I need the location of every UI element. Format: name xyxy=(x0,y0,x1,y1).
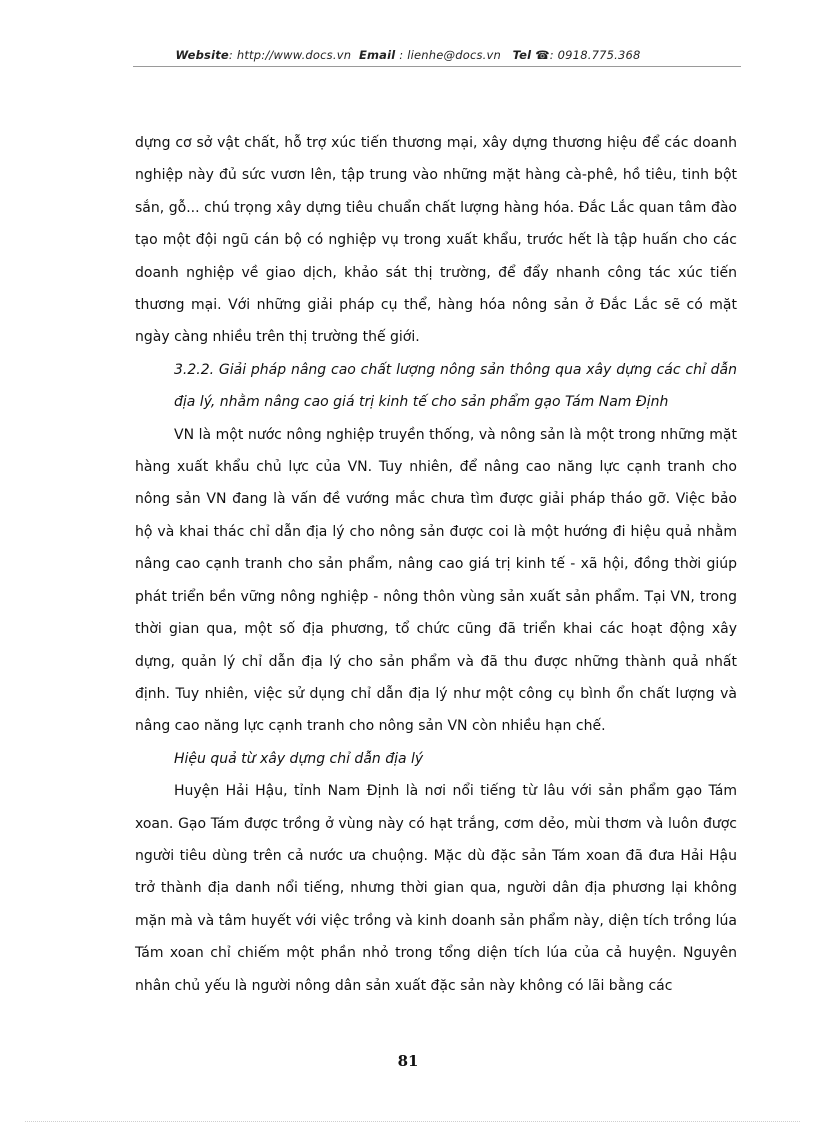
paragraph-1: dựng cơ sở vật chất, hỗ trợ xúc tiến thương mại, xây dựng thương hiệu để các doanh nghiệp này đủ sức vươn lên, tập trung vào những mặt hàng cà-phê, hồ tiêu, tinh bột sắn, gỗ... chú trọng xây dựng tiêu chuẩn chất lượng hàng hóa. Đắc Lắc quan tâm đào tạo một đội ngũ cán bộ có nghiệp vụ trong xuất khẩu, trước hết là tập huấn cho các doanh nghiệp về giao dịch, khảo sát thị trường, để đẩy nhanh công tác xúc tiến thương mại. Với những giải pháp cụ thể, hàng hóa nông sản ở Đắc Lắc sẽ có mặt ngày càng nhiều trên thị trường thế giới. xyxy=(135,135,737,346)
page-number: 81 xyxy=(397,1052,419,1070)
paragraph-2: VN là một nước nông nghiệp truyền thống, và nông sản là một trong những mặt hàng xuất khẩu chủ lực của VN. Tuy nhiên, để nâng cao năng lực cạnh tranh cho nông sản VN đang là vấn đề vướng mắc chưa tìm được giải pháp tháo gỡ. Việc bảo hộ và khai thác chỉ dẫn địa lý cho nông sản được coi là một hướng đi hiệu quả nhằm nâng cao cạnh tranh cho sản phẩm, nâng cao giá trị kinh tế - xã hội, đồng thời giúp phát triển bền vững nông nghiệp - nông thôn vùng sản xuất sản phẩm. Tại VN, trong thời gian qua, một số địa phương, tổ chức cũng đã triển khai các hoạt động xây dựng, quản lý chỉ dẫn địa lý cho sản phẩm và đã thu được những thành quả nhất định. Tuy nhiên, việc sử dụng chỉ dẫn địa lý như một công cụ bình ổn chất lượng và nâng cao năng lực cạnh tranh cho nông sản VN còn nhiều hạn chế. xyxy=(135,426,737,735)
header-divider xyxy=(133,66,741,67)
document-body xyxy=(135,127,737,1002)
website-url[interactable]: : http://www.docs.vn xyxy=(228,48,352,62)
subsection-heading: Hiệu quả từ xây dựng chỉ dẫn địa lý xyxy=(174,750,424,767)
phone-icon: ☎ xyxy=(535,48,550,62)
tel-label: Tel xyxy=(512,48,532,62)
paragraph-3: Huyện Hải Hậu, tỉnh Nam Định là nơi nổi tiếng từ lâu với sản phẩm gạo Tám xoan. Gạo Tám được trồng ở vùng này có hạt trắng, cơm dẻo, mùi thơm và luôn được người tiêu dùng trên cả nước ưa chuộng. Mặc dù đặc sản Tám xoan đã đưa Hải Hậu trở thành địa danh nổi tiếng, nhưng thời gian qua, người dân địa phương lại không mặn mà và tâm huyết với việc trồng và kinh doanh sản phẩm này, diện tích trồng lúa Tám xoan chỉ chiếm một phần nhỏ trong tổng diện tích lúa của cả huyện. Nguyên nhân chủ yếu là người nông dân sản xuất đặc sản này không có lãi bằng các xyxy=(135,783,737,994)
tel-number: : 0918.775.368 xyxy=(549,48,641,62)
website-label: Website xyxy=(175,48,229,62)
email-address[interactable]: : lienhe@docs.vn xyxy=(399,48,502,62)
footer-divider xyxy=(25,1121,800,1122)
page-header xyxy=(0,48,816,62)
section-heading: 3.2.2. Giải pháp nâng cao chất lượng nông sản thông qua xây dựng các chỉ dẫn địa lý, nhằm nâng cao giá trị kinh tế cho sản phẩm gạo Tám Nam Định xyxy=(174,361,737,411)
email-label: Email xyxy=(358,48,396,62)
